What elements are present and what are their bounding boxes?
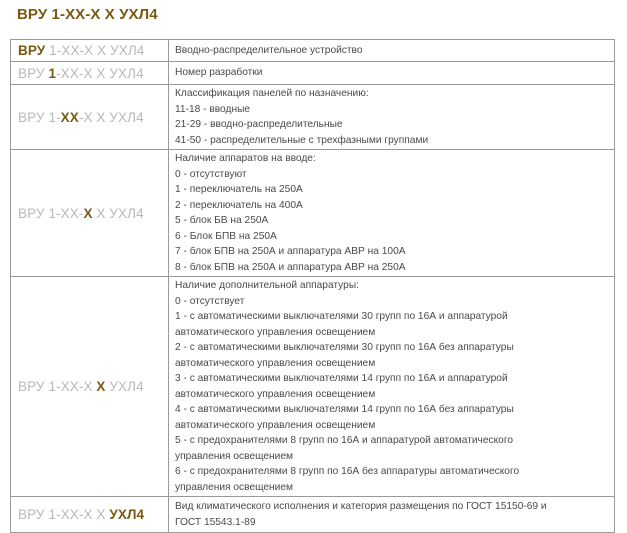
description-line: Наличие дополнительной аппаратуры:: [175, 280, 359, 291]
code-cell: [11, 85, 169, 150]
code-cell: [11, 277, 169, 497]
code-highlight: Х: [83, 205, 93, 221]
code-highlight: ВРУ: [18, 43, 46, 58]
description-line: 11-18 - вводные: [175, 103, 251, 115]
code-suffix: -ХХ-Х Х УХЛ4: [56, 65, 144, 81]
code-prefix: ВРУ 1-: [18, 109, 61, 125]
description-line: автоматического управления освещением: [175, 326, 376, 338]
code-cell: [11, 62, 169, 85]
description-line: 2 - с автоматическими выключателями 30 групп по 16А без аппаратуры: [175, 342, 514, 353]
code-cell: [11, 497, 169, 533]
code-suffix: 1-ХХ-Х Х УХЛ4: [45, 43, 145, 58]
code-prefix: ВРУ 1-ХХ-: [18, 205, 84, 221]
description-line: ГОСТ 15543.1-89: [175, 516, 256, 528]
code-suffix: Х УХЛ4: [92, 205, 144, 221]
code-suffix: УХЛ4: [105, 379, 144, 394]
table-row: [11, 277, 615, 497]
table-row: [11, 40, 615, 62]
description-line: Номер разработки: [175, 67, 263, 79]
description-line: 5 - с предохранителями 8 групп по 16А и аппаратурой автоматического: [175, 435, 514, 446]
description-line: 5 - блок БВ на 250А: [175, 215, 269, 226]
description-line: Вид климатического исполнения и категория размещения по ГОСТ 15150-69 и: [175, 501, 547, 512]
description-line: 1 - с автоматическими выключателями 30 групп по 16А и аппаратурой: [175, 311, 508, 322]
code-cell: [11, 150, 169, 277]
description-line: 4 - с автоматическими выключателями 14 групп по 16А без аппаратуры: [175, 404, 514, 415]
description-line: автоматического управления освещением: [175, 419, 376, 431]
description-cell: [169, 277, 615, 497]
description-line: 41-50 - распределительные с трехфазными группами: [175, 134, 429, 146]
description-line: управления освещением: [175, 450, 294, 462]
description-line: 7 - блок БПВ на 250А и аппаратура АВР на 100А: [175, 246, 406, 257]
description-line: Вводно-распределительное устройство: [175, 44, 363, 56]
code-suffix: -Х Х УХЛ4: [78, 109, 144, 125]
table-row: [11, 62, 615, 85]
description-cell: [169, 40, 615, 62]
table-body: [11, 40, 615, 533]
description-line: автоматического управления освещением: [175, 357, 376, 369]
description-line: 0 - отсутствует: [175, 295, 245, 307]
description-line: 8 - блок БПВ на 250А и аппаратура АВР на 250А: [175, 261, 406, 273]
code-prefix: ВРУ 1-ХХ-Х Х: [18, 507, 110, 522]
code-highlight: Х: [96, 379, 106, 394]
description-line: 0 - отсутствуют: [175, 168, 247, 180]
description-line: 6 - с предохранителями 8 групп по 16А без аппаратуры автоматического: [175, 466, 520, 477]
table-row: [11, 150, 615, 277]
code-highlight: УХЛ4: [109, 507, 145, 522]
code-cell: [11, 40, 169, 62]
description-line: 1 - переключатель на 250А: [175, 184, 303, 195]
description-line: управления освещением: [175, 481, 294, 493]
table-row: [11, 85, 615, 150]
description-line: 3 - с автоматическими выключателями 14 групп по 16А и аппаратурой: [175, 373, 508, 384]
code-prefix: ВРУ 1-ХХ-Х: [18, 379, 97, 394]
code-highlight: ХХ: [60, 109, 79, 125]
table-row: [11, 497, 615, 533]
page-title: ВРУ 1-ХХ-Х Х УХЛ4: [17, 6, 158, 23]
description-line: автоматического управления освещением: [175, 388, 376, 400]
code-table: [10, 39, 615, 533]
description-cell: [169, 85, 615, 150]
description-line: 6 - Блок БПВ на 250А: [175, 230, 277, 242]
code-highlight: 1: [48, 65, 57, 81]
code-prefix: ВРУ: [18, 65, 49, 81]
description-cell: [169, 62, 615, 85]
description-line: 21-29 - вводно-распределительные: [175, 119, 343, 130]
description-line: Классификация панелей по назначению:: [175, 88, 369, 99]
description-cell: [169, 150, 615, 277]
description-line: Наличие аппаратов на вводе:: [175, 153, 316, 164]
description-line: 2 - переключатель на 400А: [175, 199, 303, 211]
description-cell: [169, 497, 615, 533]
